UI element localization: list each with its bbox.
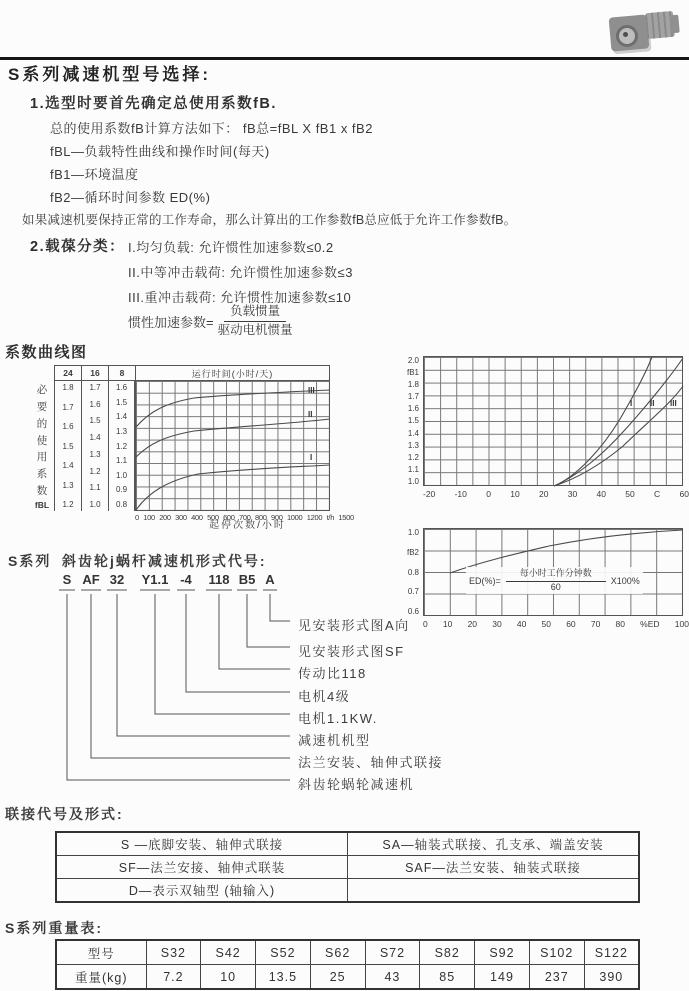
load-class-1: I.均匀负载: 允许惯性加速参数≤0.2 [128,240,334,255]
fb1-curves [424,357,684,487]
tick-label: fB1 [406,368,419,378]
tick-label: 60 [679,489,689,499]
fb1-curve-label-II: II [650,399,655,408]
model-code-series-label: S系列 [8,553,52,569]
inertia-denominator: 驱动电机惯量 [217,322,293,337]
fbl-scale-24 [54,381,81,511]
tick-label: 1000 [286,513,303,522]
fbl-curve-label-II: II [308,410,313,419]
tick-label: 1.0 [407,476,419,486]
tick-label: 0 [423,619,428,629]
conn-cell-SA: SA—轴装式联接、孔支承、端盖安装 [348,832,640,856]
wt-header-cell: S42 [201,940,256,965]
tick-label: 60 [566,619,576,629]
inertia-numerator: 负载惯量 [224,304,286,322]
fb1-curve-label-III: III [670,399,677,408]
ed-fraction [506,568,606,593]
tick-label: 30 [567,489,578,499]
wt-row-label: 重量(kg) [56,965,146,990]
tick-label: 0.8 [115,500,128,509]
tick-label: 数 [36,485,48,498]
inertia-formula-label: 惯性加速参数= [128,314,214,330]
tick-label: 0 [135,513,139,522]
tick-label: 500 [207,513,219,522]
table-row [56,832,639,856]
fb2-plot-area [423,528,683,616]
tick-label: 100 [143,513,155,522]
fbl-curve-II [136,419,330,457]
code-part-AF: AF [82,572,100,587]
conn-cell-D: D—表示双轴型 (轴输入) [56,879,348,903]
tick-label: 200 [159,513,171,522]
conn-cell-empty [348,879,640,903]
fbl-axis-corner [30,365,54,381]
tick-label: 用 [36,451,48,464]
code-label-ratio: 传动比118 [298,666,367,681]
leader-118 [219,594,290,669]
tick-label: 1.5 [62,441,74,451]
tick-label: 1.3 [407,440,419,450]
tick-label: 700 [239,513,251,522]
tick-label: 1.2 [115,441,128,451]
wt-value-cell: 25 [310,965,365,990]
conn-cell-SAF: SAF—法兰安装、轴装式联接 [348,856,640,879]
tick-label: 50 [541,619,552,629]
tick-label: 100 [674,619,689,629]
tick-label: 900 [270,513,283,522]
leader-AF [91,594,290,758]
wt-header-cell: S82 [420,940,475,965]
fb1-definition: fB1—环境温度 [50,167,139,182]
code-part-32: 32 [109,572,125,587]
tick-label: 600 [223,513,235,522]
tick-label: 1.2 [407,452,419,462]
tick-label: 1.0 [89,499,101,509]
ed-formula [466,567,643,594]
fbl-y-axis-label [30,381,54,511]
tick-label: t/h [326,513,335,522]
fb1-y-axis-ticks [393,356,423,486]
section1-heading: 1.选型时要首先确定总使用系数fB. [30,96,277,112]
table-row [56,940,639,965]
ed-denominator: 60 [550,581,561,592]
wt-header-cell: S72 [365,940,420,965]
tick-label: 1.6 [407,404,419,414]
fb-total-formula: 总的使用系数fB计算方法如下： fB总=fBL X fB1 x fB2 [50,121,373,136]
tick-label: 1.3 [89,449,101,459]
fbl-x-axis-label: 起停次数/小时 [209,520,286,531]
tick-label: 1.6 [115,383,128,392]
tick-label: 800 [255,513,267,522]
page-title: S系列减速机型号选择: [8,65,211,84]
connection-table [55,831,640,903]
tick-label: 1.6 [62,422,74,431]
code-part-4: -4 [180,572,192,587]
fb1-chart [393,356,689,499]
tick-label: 10 [442,619,453,629]
leader-S [67,594,290,780]
tick-label: 30 [492,619,502,629]
weights-heading: S系列重量表: [5,920,103,936]
code-label-mount-A: 见安装形式图A向 [298,618,410,633]
tick-label: 1500 [338,513,354,522]
wt-value-cell: 85 [420,965,475,990]
tick-label: 400 [191,513,203,522]
code-label-reducer-type: 斜齿轮蜗轮减速机 [298,777,415,792]
code-part-Y11: Y1.1 [141,572,169,587]
tick-label: 300 [175,513,187,522]
tick-label: 1.2 [62,500,74,509]
tick-label: 1.4 [407,428,419,438]
wt-header-cell: S62 [310,940,365,965]
tick-label: 1.8 [407,380,419,390]
fbl-scale-header-24: 24 [54,365,81,381]
tick-label: 1.5 [115,397,128,407]
wt-value-cell: 390 [584,965,639,990]
tick-label: 10 [510,489,520,499]
ed-formula-rhs: X100% [610,575,640,586]
wt-value-cell: 10 [201,965,256,990]
tick-label: 0.6 [407,607,419,616]
motor-cap [669,15,680,34]
charts-heading: 系数曲线图 [5,344,88,361]
ed-numerator: 每小时工作分钟数 [506,568,606,582]
gear-reducer-photo [604,8,680,54]
wt-value-cell: 7.2 [146,965,201,990]
tick-label: 1.0 [407,528,419,537]
wt-header-cell: S52 [256,940,311,965]
tick-label: 0 [486,489,491,499]
tick-label: 20 [467,619,478,629]
table-row [56,856,639,879]
shaft-center [623,32,628,37]
fbl-curve-I [136,465,330,510]
tick-label: 50 [625,489,635,499]
fbl-plot-area [135,381,330,511]
fbl-definition: fBL—负载特性曲线和操作时间(每天) [50,144,270,159]
tick-label: -20 [423,489,436,499]
code-label-frame-size: 减速机机型 [298,733,371,748]
fbl-curves [136,381,331,511]
tick-label: 1.4 [115,412,128,422]
tick-label: 80 [615,619,625,629]
wt-header-cell: S122 [584,940,639,965]
tick-label: 70 [590,619,601,629]
tick-label: 1.7 [89,383,101,392]
section2-heading: 2.载葆分类： [30,239,126,255]
tick-label: 使 [36,434,48,447]
tick-label: 1.8 [62,383,74,392]
section1-note: 如果减速机要保持正常的工作寿命，那么计算出的工作参数fB总应低于允许工作参数fB。 [22,213,517,227]
tick-label: 系 [36,468,48,481]
load-class-3: III.重冲击载荷: 允许惯性加速参数≤10 [128,290,352,305]
tick-label: 0.8 [407,567,419,577]
wt-header-cell: S102 [529,940,584,965]
tick-label: 1.1 [115,456,128,466]
wt-value-cell: 237 [529,965,584,990]
tick-label: 要 [36,400,48,413]
fbl-chart [30,365,354,522]
fbl-scale-8 [108,381,135,511]
tick-label: C [654,489,661,499]
wt-value-cell: 43 [365,965,420,990]
fb1-curve-III [554,386,683,486]
tick-label: 1.7 [407,392,419,402]
fbl-scale-header-16: 16 [81,365,108,381]
tick-label: 1.3 [115,426,128,436]
fbl-curve-label-III: III [308,386,315,395]
tick-label: fB2 [406,547,419,557]
tick-label: fBL [34,499,50,510]
tick-label: 的 [36,417,48,430]
tick-label: 1.4 [89,433,101,443]
tick-label: 1.1 [89,483,101,493]
table-row [56,879,639,903]
tick-label: 20 [538,489,549,499]
leader-4 [186,594,290,692]
tick-label: 1200 [306,513,323,522]
tick-label: 必 [36,384,48,396]
connection-heading: 联接代号及形式: [5,806,124,822]
weight-table [55,939,640,990]
wt-header-cell: S92 [475,940,530,965]
leader-32 [117,594,290,736]
wt-value-cell: 149 [475,965,530,990]
fb2-x-axis-ticks [423,619,689,629]
tick-label: 1.1 [407,464,419,474]
tick-label: 0.7 [407,587,419,597]
tick-label: 1.4 [62,461,74,470]
wt-value-cell: 13.5 [256,965,311,990]
tick-label: 2.0 [407,356,419,365]
tick-label: 1.7 [62,402,74,412]
fb1-x-axis-ticks [423,489,689,499]
tick-label: 1.3 [62,480,74,490]
inertia-formula [128,304,293,338]
code-part-B5: B5 [238,572,256,587]
fbl-chart-header-row [30,365,330,381]
code-label-motor-power: 电机1.1KW. [298,711,378,726]
tick-label: 1.5 [89,416,101,426]
inertia-fraction [218,304,293,338]
conn-cell-SF: SF—法兰安接、轴伸式联装 [56,856,348,879]
conn-cell-S: S —底脚安装、轴伸式联接 [56,832,348,856]
tick-label: 0.9 [115,485,128,495]
fbl-scale-header-8: 8 [108,365,135,381]
fbl-curve-label-I: I [310,453,313,462]
tick-label: 1.0 [115,470,128,480]
tick-label: %ED [640,619,660,629]
fb1-curve-label-I: I [630,399,633,408]
wt-header-model: 型号 [56,940,146,965]
code-part-A: A [265,572,275,587]
code-label-flange-mount: 法兰安装、轴伸式联接 [298,755,444,770]
tick-label: 40 [596,489,606,499]
tick-label: 1.6 [89,399,101,409]
fbl-scale-16 [81,381,108,511]
tick-label: 1.5 [407,416,419,426]
ed-formula-lhs: ED(%)= [469,575,501,586]
code-label-mount-SF: 见安装形式图SF [298,644,405,659]
load-class-2: II.中等冲击载荷: 允许惯性加速参数≤3 [128,265,353,280]
model-code-heading: 斜齿轮j蜗杆减速机形式代号: [62,553,267,569]
code-label-motor-poles: 电机4级 [298,689,351,704]
tick-label: -10 [454,489,467,499]
wt-header-cell: S32 [146,940,201,965]
tick-label: 40 [516,619,527,629]
fb2-definition: fB2—循环时间参数 ED(%) [50,190,211,205]
leader-A [270,594,290,621]
code-part-S: S [62,572,72,587]
table-row [56,965,639,990]
code-part-118: 118 [208,572,230,587]
fb1-plot-area [423,356,683,486]
fbl-chart-title: 运行时间(小时/天) [135,365,330,381]
tick-label: 1.2 [89,466,101,476]
